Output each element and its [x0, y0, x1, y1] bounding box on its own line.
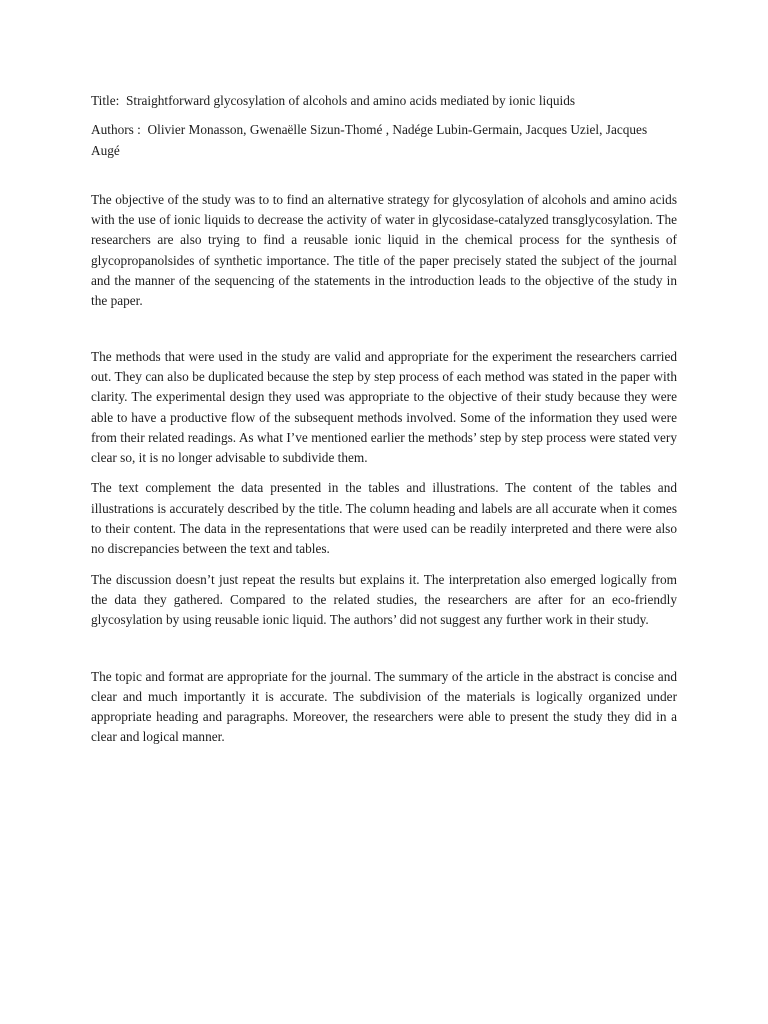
topic-format-paragraph: The topic and format are appropriate for the journal. The summary of the article in the abstract is concise and clear and much importantly it is accurate. The subdivision of the materials is logically organized under appropriate heading and paragraphs. Moreover, the researchers were able to present the study they did in a clear and logical manner.: [91, 668, 677, 745]
paper-title: Straightforward glycosylation of alcohols and amino acids mediated by ionic liquids: [126, 93, 576, 108]
objective-paragraph: The objective of the study was to to find an alternative strategy for glycosylation of alcohols and amino acids with the use of ionic liquids to decrease the activity of water in glycosidase-catalyzed transglycosylation. The researchers are also trying to find a reusable ionic liquid in the chemical process for the synthesis of glycopropanolsides of synthetic importance. The title of the paper precisely stated the subject of the journal and the manner of the sequencing of the statements in the introduction leads to the objective of the study in the paper.: [91, 191, 677, 309]
authors-line: [91, 120, 677, 161]
title-line: [91, 91, 677, 111]
document-page: [91, 91, 677, 748]
title-label: Title:: [91, 93, 120, 108]
text-complement-paragraph: The text complement the data presented in the tables and illustrations. The content of the tables and illustrations is accurately described by the title. The column heading and labels are all accurate when it comes to their content. The data in the representations that were used can be readily interpreted and there were also no discrepancies between the text and tables.: [91, 480, 677, 557]
authors-label: Authors :: [91, 122, 141, 138]
discussion-paragraph: The discussion doesn’t just repeat the results but explains it. The interpretation also emerged logically from the data they gathered. Compared to the related studies, the researchers are after for an eco-friendly glycosylation by using reusable ionic liquid. The authors’ did not suggest any further work in their study.: [91, 571, 677, 628]
methods-paragraph: The methods that were used in the study are valid and appropriate for the experiment the researchers carried out. They can also be duplicated because the step by step process of each method was stated in the paper with clarity. The experimental design they used was appropriate to the objective of their study because they were able to have a productive flow of the subsequent methods involved. Some of the information they used were from their related readings. As what I’ve mentioned earlier the methods’ step by step process were stated very clear so, it is no longer advisable to subdivide them.: [91, 348, 677, 466]
authors-list: Olivier Monasson, Gwenaëlle Sizun-Thomé , Nadége Lubin-Germain, Jacques Uziel, Jacques Augé: [91, 122, 648, 158]
